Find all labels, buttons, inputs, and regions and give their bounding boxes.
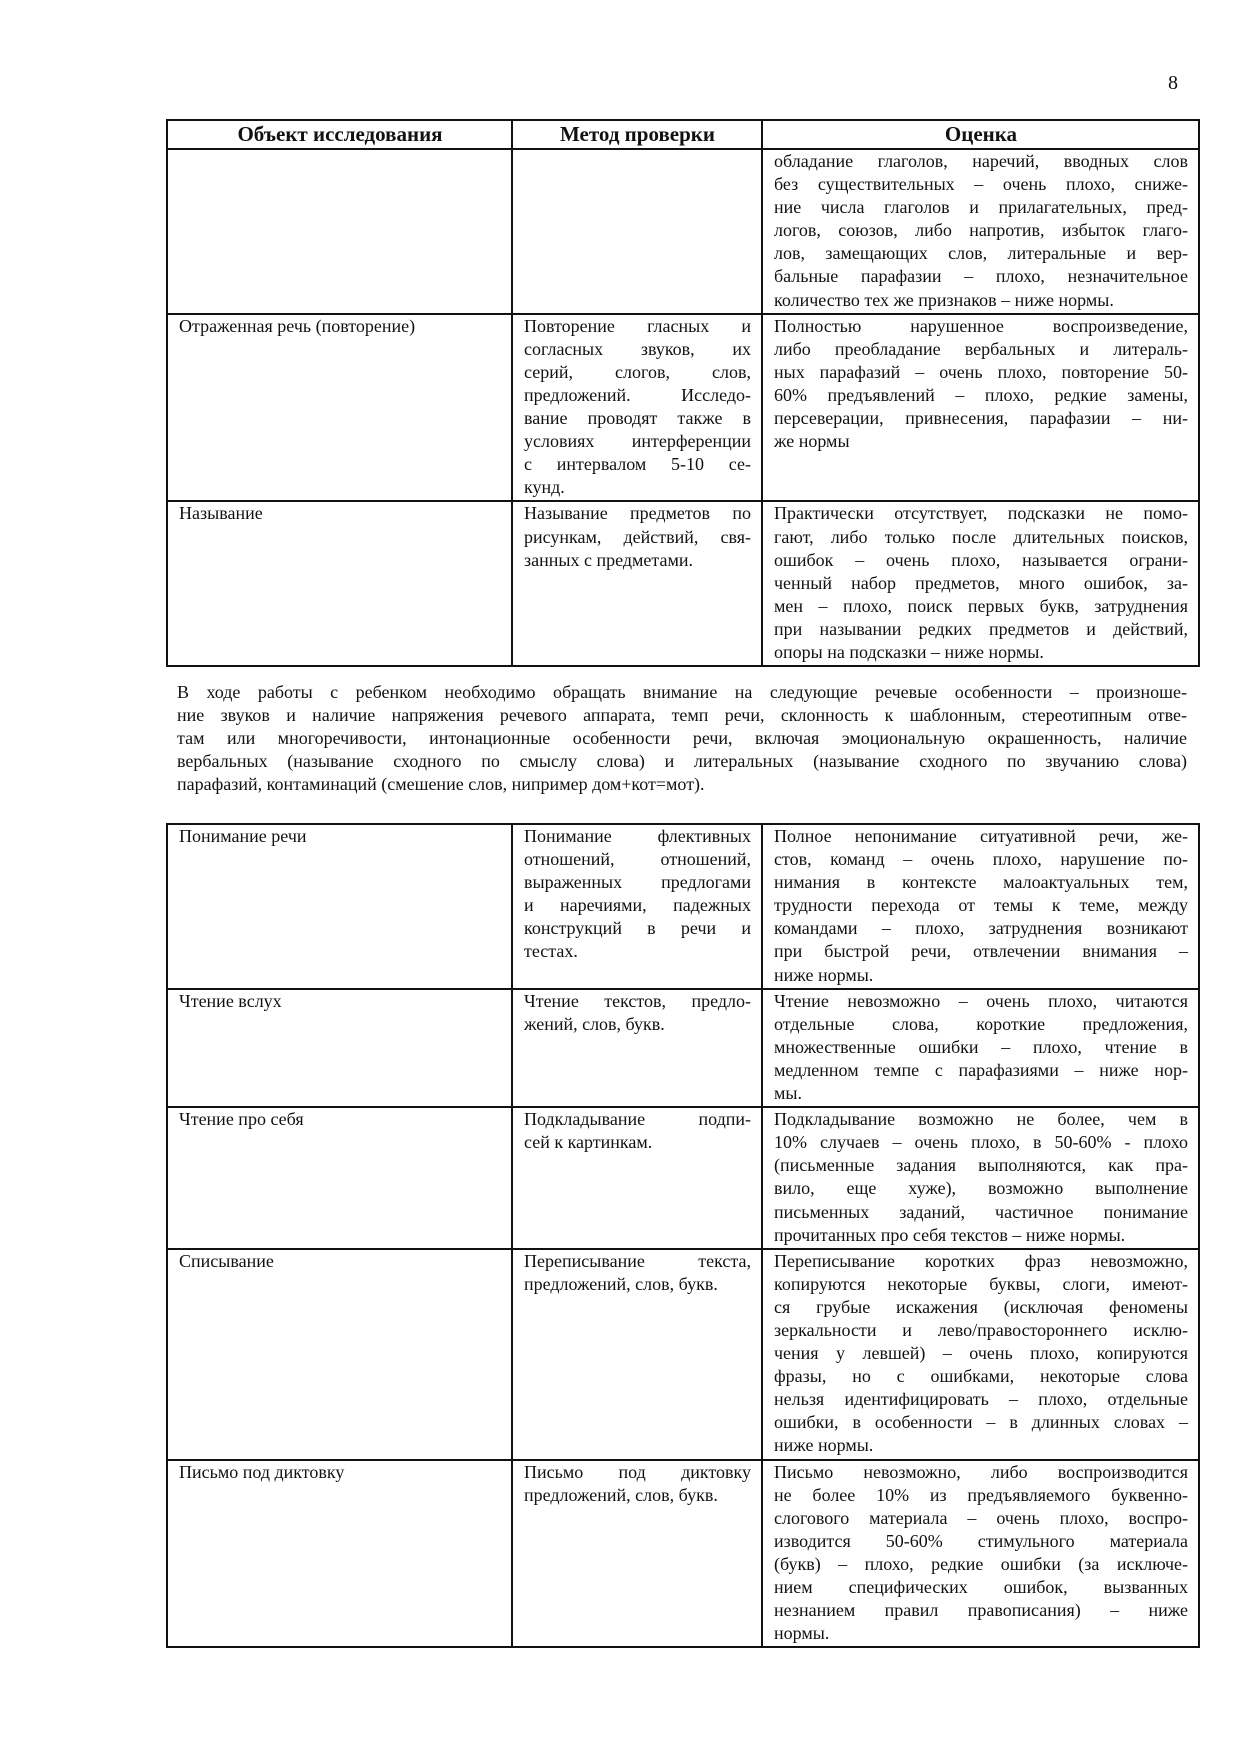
cell-assessment-line: слогового материала – очень плохо, воспро- <box>774 1507 1188 1528</box>
cell-assessment-line: Полное непонимание ситуативной речи, же- <box>774 826 1188 846</box>
cell-assessment-line: незнанием правил правописания) – ниже <box>774 1600 1188 1621</box>
cell-method-line: Переписывание текста, <box>524 1250 751 1271</box>
cell-method <box>512 1107 762 1249</box>
cell-method-line: Чтение текстов, предло- <box>524 990 751 1011</box>
header-assessment: Оценка <box>762 120 1199 149</box>
cell-method <box>512 149 762 314</box>
cell-method-line: предложений, слов, букв. <box>524 1273 718 1294</box>
cell-assessment-line: Переписывание коротких фраз невозможно, <box>774 1250 1188 1271</box>
cell-assessment-line: же нормы <box>774 431 850 452</box>
paragraph-line: В ходе работы с ребенком необходимо обращать внимание на следующие речевые особенности – произноше- <box>177 682 1187 702</box>
cell-object-line: Называние <box>179 503 263 524</box>
cell-assessment-line: обладание глаголов, наречий, вводных слов <box>774 151 1188 171</box>
cell-object <box>167 1460 512 1648</box>
table-row <box>167 989 1199 1107</box>
cell-assessment-line: командами – плохо, затруднения возникают <box>774 918 1188 939</box>
cell-object-line: Чтение про себя <box>179 1109 304 1130</box>
cell-object <box>167 501 512 666</box>
cell-assessment-line: изводится 50-60% стимульного материала <box>774 1530 1188 1551</box>
cell-assessment-line: отдельные слова, короткие предложения, <box>774 1013 1188 1034</box>
cell-object <box>167 1249 512 1460</box>
cell-assessment-line: либо преобладание вербальных и литераль- <box>774 338 1188 359</box>
cell-assessment-line: 10% случаев – очень плохо, в 50-60% - плохо <box>774 1132 1188 1153</box>
assessment-table-1 <box>166 119 1200 667</box>
cell-assessment-line: Практически отсутствует, подсказки не помо- <box>774 503 1188 524</box>
cell-method-line: конструкций в речи и <box>524 918 751 939</box>
cell-assessment-line: письменных заданий, частичное понимание <box>774 1201 1188 1222</box>
table-row <box>167 149 1199 314</box>
cell-method-line: Повторение гласных и <box>524 315 751 336</box>
paragraph-line: ние звуков и наличие напряжения речевого аппарата, темп речи, склонность к шаблонным, стереотипным отве- <box>177 705 1187 726</box>
cell-assessment-line: копируются некоторые буквы, слоги, имеют- <box>774 1273 1188 1294</box>
table-row <box>167 1460 1199 1648</box>
cell-assessment <box>762 824 1199 989</box>
paragraph-line: парафазий, контаминаций (смешение слов, нипример дом+кот=мот). <box>177 774 705 795</box>
cell-assessment-line: (письменные задания выполняются, как пра- <box>774 1155 1188 1176</box>
cell-assessment <box>762 1460 1199 1648</box>
cell-assessment <box>762 989 1199 1107</box>
cell-assessment-line: фразы, но с ошибками, некоторые слова <box>774 1366 1188 1387</box>
header-object: Объект исследования <box>167 120 512 149</box>
paragraph-line: вербальных (называние сходного по смыслу слова) и литеральных (называние сходного по звучанию слова) <box>177 751 1187 772</box>
table-row <box>167 1249 1199 1460</box>
cell-assessment-line: мы. <box>774 1083 802 1104</box>
cell-method-line: серий, слогов, слов, <box>524 361 751 382</box>
cell-assessment-line: нормы. <box>774 1623 830 1644</box>
cell-assessment-line: ных парафазий – очень плохо, повторение 50- <box>774 361 1188 382</box>
cell-method-line: кунд. <box>524 477 565 498</box>
cell-method-line: предложений. Исследо- <box>524 384 751 405</box>
cell-object <box>167 314 512 502</box>
cell-assessment-line: при быстрой речи, отвлечении внимания – <box>774 941 1188 962</box>
cell-method-line: занных с предметами. <box>524 549 693 570</box>
cell-object-line: Списывание <box>179 1250 274 1271</box>
cell-method-line: жений, слов, букв. <box>524 1013 665 1034</box>
cell-assessment-line: нием специфических ошибок, вызванных <box>774 1577 1188 1597</box>
cell-assessment-line: нельзя идентифицировать – плохо, отдельные <box>774 1389 1188 1410</box>
cell-method-line: сей к картинкам. <box>524 1132 653 1153</box>
cell-assessment-line: трудности перехода от темы к теме, между <box>774 895 1188 916</box>
cell-method-line: с интервалом 5-10 се- <box>524 454 751 475</box>
cell-method-line: вание проводят также в <box>524 408 751 429</box>
cell-assessment-line: мен – плохо, поиск первых букв, затруднения <box>774 595 1188 616</box>
cell-assessment-line: ошибки, в особенности – в длинных словах – <box>774 1412 1188 1433</box>
table-row <box>167 501 1199 666</box>
cell-object-line: Чтение вслух <box>179 990 282 1011</box>
cell-method-line: Понимание флективных <box>524 826 751 846</box>
cell-assessment-line: ченный набор предметов, много ошибок, за- <box>774 572 1188 593</box>
cell-assessment-line: ошибок – очень плохо, называется ограни- <box>774 549 1188 570</box>
cell-assessment <box>762 1107 1199 1249</box>
cell-object <box>167 1107 512 1249</box>
cell-method-line: Подкладывание подпи- <box>524 1109 751 1130</box>
cell-assessment-line: ниже нормы. <box>774 964 874 985</box>
cell-method-line: Называние предметов по <box>524 503 751 524</box>
cell-assessment-line: вило, еще хуже), возможно выполнение <box>774 1178 1188 1199</box>
cell-method-line: согласных звуков, их <box>524 338 751 359</box>
cell-assessment-line: Полностью нарушенное воспроизведение, <box>774 315 1188 336</box>
cell-assessment <box>762 501 1199 666</box>
cell-method <box>512 1460 762 1648</box>
cell-method <box>512 501 762 666</box>
cell-assessment-line: не более 10% из предъявляемого буквенно- <box>774 1484 1188 1505</box>
cell-assessment <box>762 1249 1199 1460</box>
cell-assessment-line: Чтение невозможно – очень плохо, читаются <box>774 990 1188 1011</box>
cell-assessment-line: стов, команд – очень плохо, нарушение по- <box>774 849 1188 870</box>
cell-assessment-line: лов, замещающих слов, литеральные и вер- <box>774 243 1188 264</box>
cell-assessment-line: гают, либо только после длительных поисков, <box>774 526 1188 547</box>
cell-method-line: тестах. <box>524 941 578 962</box>
table-row <box>167 1107 1199 1249</box>
cell-assessment-line: ниже нормы. <box>774 1435 874 1456</box>
cell-method-line: Письмо под диктовку <box>524 1461 751 1482</box>
cell-method <box>512 314 762 502</box>
cell-assessment-line: ся грубые искажения (исключая феномены <box>774 1296 1188 1317</box>
cell-method-line: отношений, отношений, <box>524 849 751 870</box>
assessment-table-2 <box>166 823 1200 1648</box>
cell-assessment-line: опоры на подсказки – ниже нормы. <box>774 641 1044 662</box>
table-header-row <box>167 120 1199 149</box>
cell-assessment <box>762 149 1199 314</box>
cell-object-line: Отраженная речь (повторение) <box>179 315 416 336</box>
cell-assessment-line: Подкладывание возможно не более, чем в <box>774 1109 1188 1130</box>
cell-assessment-line: медленном темпе с парафазиями – ниже нор- <box>774 1059 1188 1080</box>
cell-assessment-line: при назывании редких предметов и действий, <box>774 618 1188 639</box>
body-paragraph <box>177 681 1187 796</box>
cell-object <box>167 824 512 989</box>
cell-assessment-line: зеркальности и лево/правостороннего исклю- <box>774 1319 1188 1340</box>
cell-method <box>512 1249 762 1460</box>
cell-assessment-line: количество тех же признаков – ниже нормы. <box>774 289 1114 310</box>
cell-assessment-line: персеверации, привнесения, парафазии – ни- <box>774 408 1188 429</box>
cell-assessment-line: нимания в контексте малоактуальных тем, <box>774 872 1188 893</box>
cell-object-line: Понимание речи <box>179 826 307 846</box>
header-method: Метод проверки <box>512 120 762 149</box>
cell-assessment-line: множественные ошибки – плохо, чтение в <box>774 1036 1188 1057</box>
cell-object <box>167 149 512 314</box>
cell-assessment-line: Письмо невозможно, либо воспроизводится <box>774 1461 1188 1482</box>
cell-assessment-line: 60% предъявлений – плохо, редкие замены, <box>774 384 1188 405</box>
cell-method-line: предложений, слов, букв. <box>524 1484 718 1505</box>
cell-assessment <box>762 314 1199 502</box>
cell-assessment-line: бальные парафазии – плохо, незначительное <box>774 266 1188 287</box>
cell-object <box>167 989 512 1107</box>
cell-method-line: условиях интерференции <box>524 431 751 452</box>
cell-assessment-line: (букв) – плохо, редкие ошибки (за исключе- <box>774 1553 1188 1574</box>
cell-assessment-line: логов, союзов, либо напротив, избыток глаго- <box>774 220 1188 241</box>
table-row <box>167 824 1199 989</box>
cell-assessment-line: без существительных – очень плохо, сниже- <box>774 174 1188 195</box>
cell-method-line: рисункам, действий, свя- <box>524 526 751 547</box>
cell-method <box>512 989 762 1107</box>
cell-assessment-line: чения у левшей) – очень плохо, копируются <box>774 1343 1188 1364</box>
cell-method-line: выраженных предлогами <box>524 872 751 893</box>
cell-assessment-line: ние числа глаголов и прилагательных, пред- <box>774 197 1188 218</box>
page-number: 8 <box>1168 72 1178 94</box>
cell-method-line: и наречиями, падежных <box>524 895 751 916</box>
table-row <box>167 314 1199 502</box>
cell-object-line: Письмо под диктовку <box>179 1461 345 1482</box>
paragraph-line: там или многоречивости, интонационные особенности речи, включая эмоциональную окрашенность, наличие <box>177 728 1187 749</box>
cell-assessment-line: прочитанных про себя текстов – ниже нормы. <box>774 1224 1126 1245</box>
cell-method <box>512 824 762 989</box>
